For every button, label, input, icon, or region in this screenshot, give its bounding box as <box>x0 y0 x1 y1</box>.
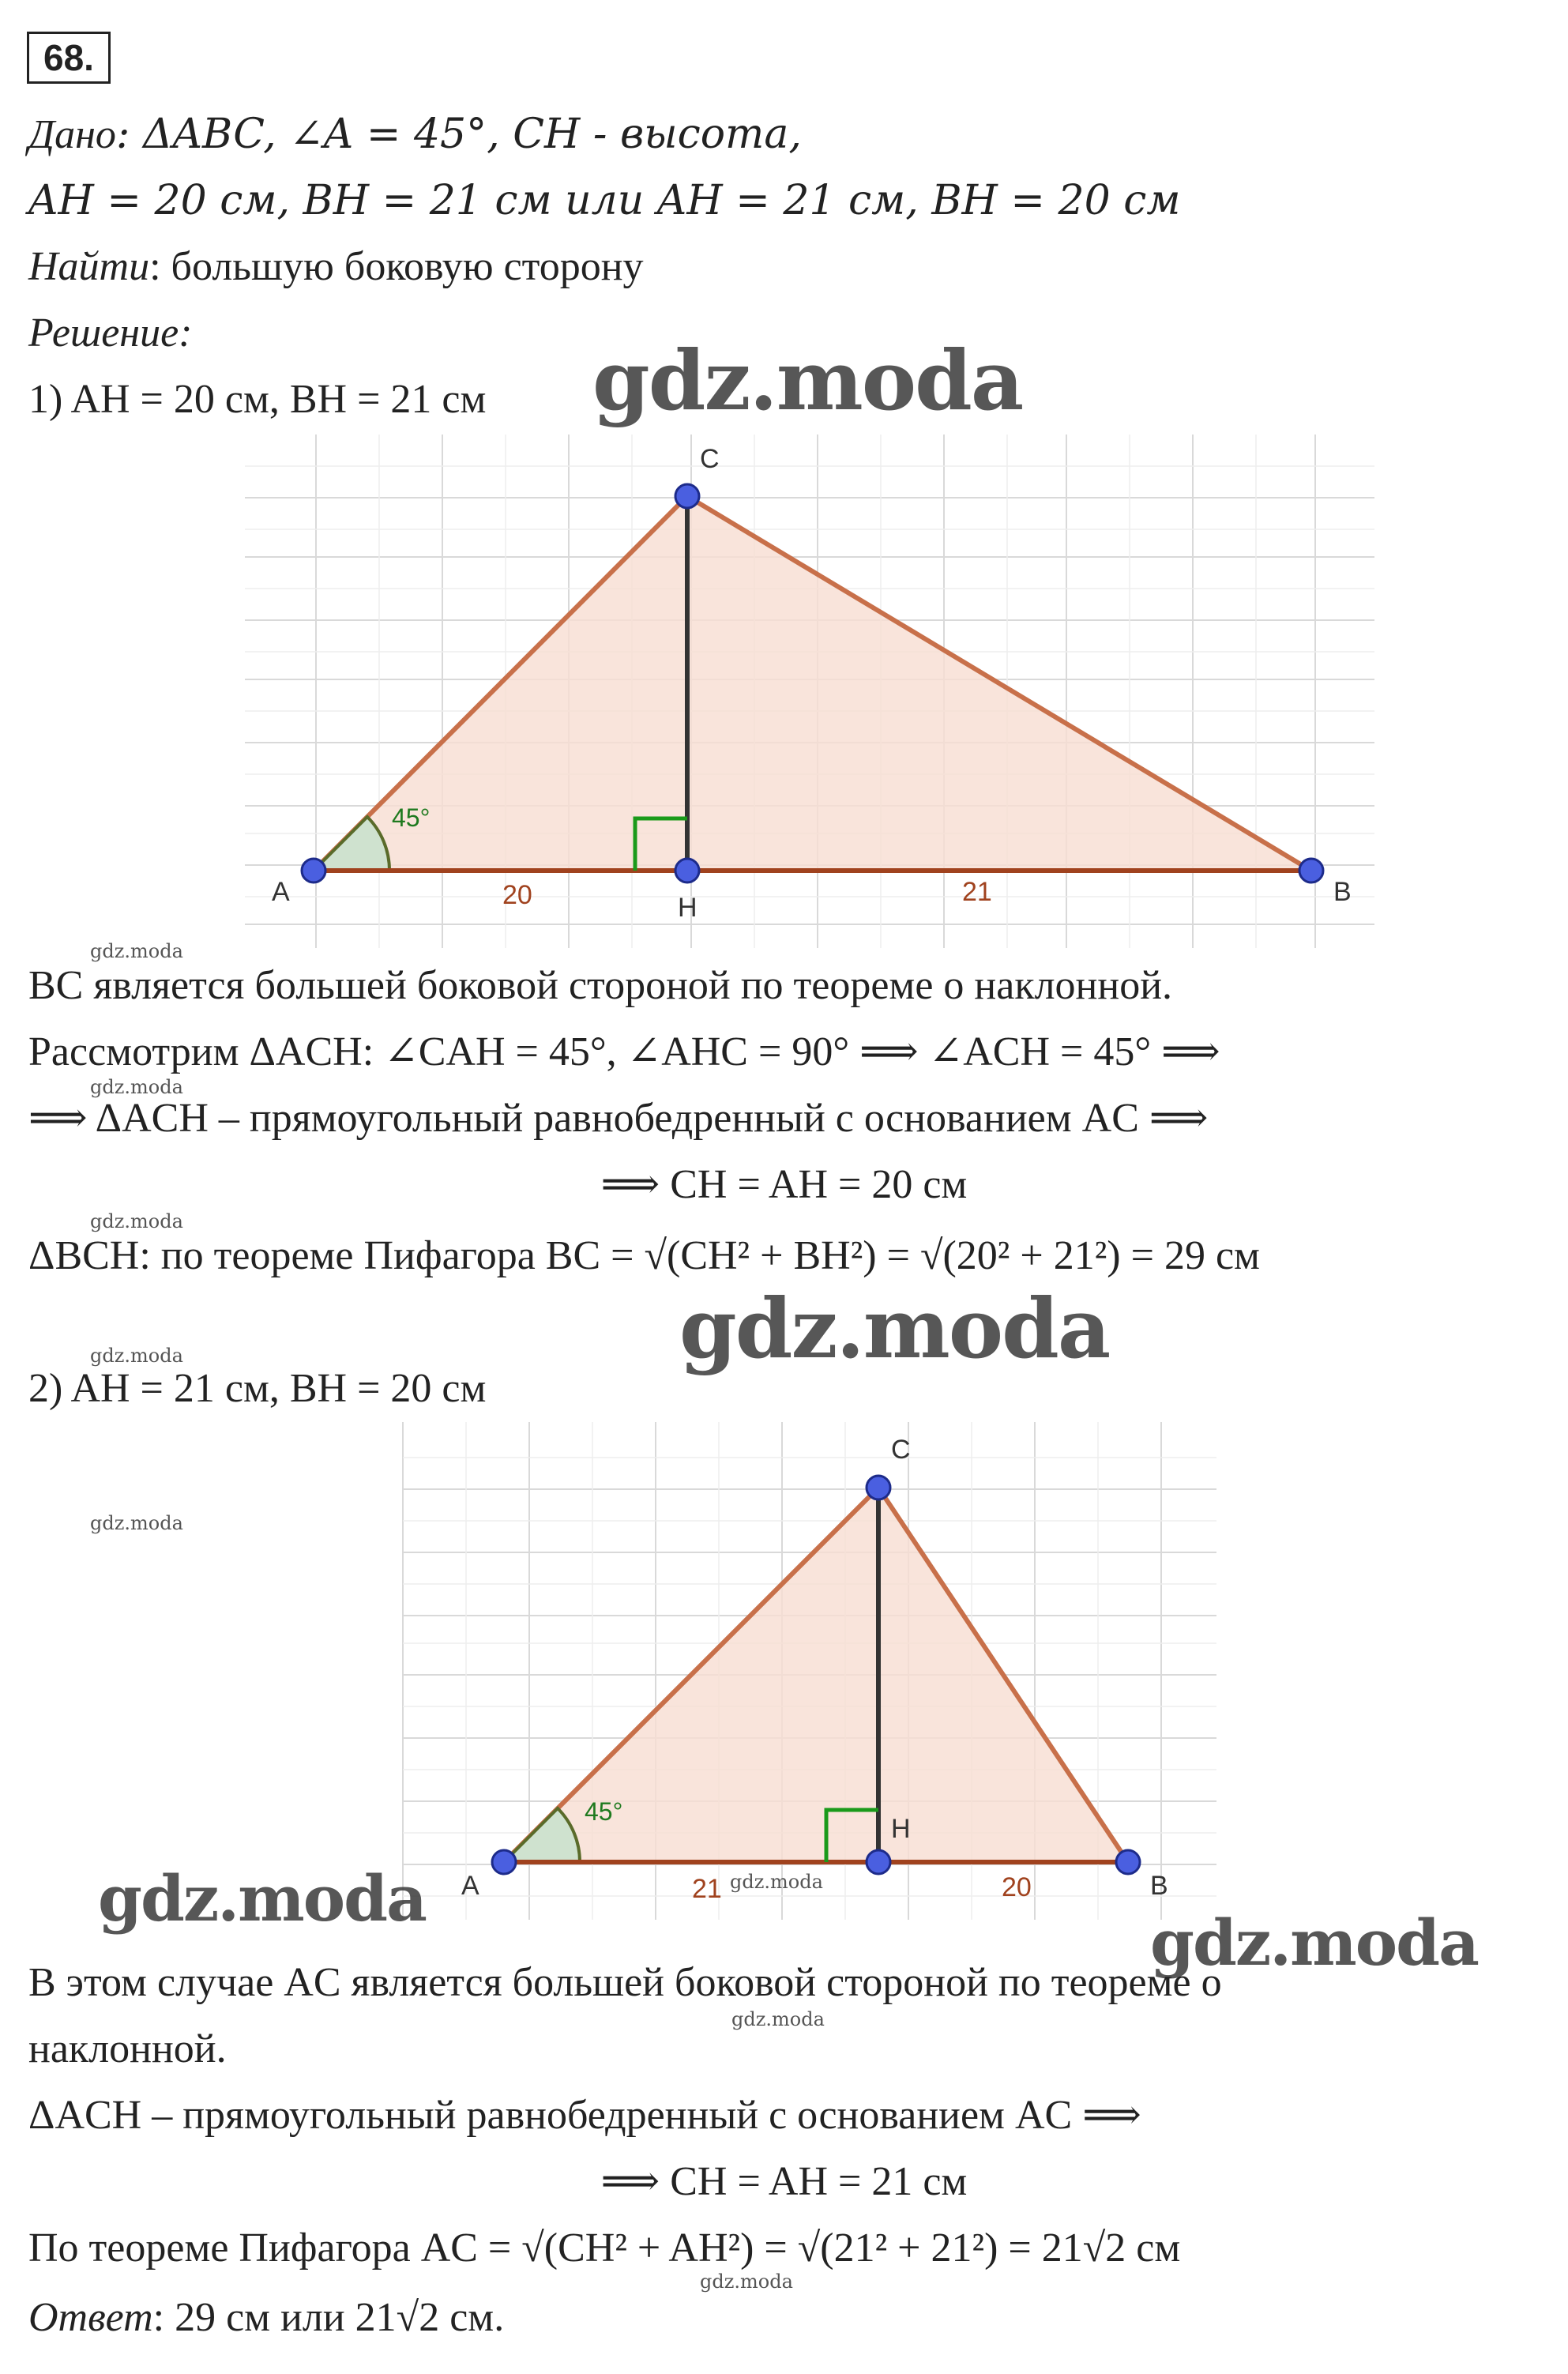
point-c <box>675 484 699 508</box>
answer-label: Ответ <box>28 2295 153 2340</box>
label-h: H <box>891 1814 911 1844</box>
side-ah-label: 21 <box>692 1874 722 1904</box>
watermark-large: gdz.moda <box>679 1280 1110 1377</box>
point-b <box>1116 1850 1140 1874</box>
watermark-small: gdz.moda <box>90 940 183 962</box>
case2-line-5: По теореме Пифагора AC = √(CH² + AH²) = √(21² + 21²) = 21√2 см <box>28 2225 1181 2271</box>
case2-line-2: наклонной. <box>28 2026 227 2071</box>
problem-number: 68. <box>27 32 111 84</box>
label-a: A <box>272 877 290 907</box>
case1-line-3: ⟹ ΔACH – прямоугольный равнобедренный с основанием AC ⟹ <box>28 1096 1209 1141</box>
triangle-abc <box>314 496 1311 871</box>
watermark-large: gdz.moda <box>592 332 1023 429</box>
find-line <box>28 243 644 291</box>
given-text: : ΔABC, ∠A = 45°, CH - высота, <box>115 111 802 158</box>
case1-line-4: ⟹ CH = AH = 20 см <box>600 1162 968 1207</box>
watermark-small: gdz.moda <box>90 1076 183 1098</box>
watermark-small: gdz.moda <box>90 1210 183 1232</box>
angle-label: 45° <box>392 803 431 832</box>
case2-line-4: ⟹ CH = AH = 21 см <box>600 2159 968 2204</box>
given-line <box>28 111 802 159</box>
case1-line-2: Рассмотрим ΔACH: ∠CAH = 45°, ∠AHC = 90° ⟹ ∠ACH = 45° ⟹ <box>28 1029 1220 1074</box>
given-label: Дано <box>28 112 116 157</box>
case2-line-1: В этом случае AC является большей боковой стороной по теореме о <box>28 1960 1222 2005</box>
watermark-small: gdz.moda <box>90 1512 183 1534</box>
side-ah-label: 20 <box>502 880 532 910</box>
given-values: AH = 20 см, BH = 21 см или AH = 21 см, BH = 20 см <box>28 177 1181 224</box>
case2-heading: 2) AH = 21 см, BH = 20 см <box>28 1366 487 1411</box>
label-c: C <box>891 1435 911 1465</box>
watermark-small: gdz.moda <box>700 2271 793 2293</box>
find-label: Найти <box>28 244 150 289</box>
point-h <box>675 859 699 882</box>
watermark-large: gdz.moda <box>1150 1906 1478 1980</box>
case1-line-1: BC является большей боковой стороной по теореме о наклонной. <box>28 963 1173 1008</box>
label-a: A <box>461 1871 479 1901</box>
find-text: : большую боковую сторону <box>149 244 644 289</box>
answer-text: : 29 см или 21√2 см. <box>152 2295 505 2340</box>
point-a <box>492 1850 516 1874</box>
label-h: H <box>678 893 698 923</box>
figure-case2 <box>395 1414 1232 1936</box>
case1-heading: 1) AH = 20 см, BH = 21 см <box>28 377 487 422</box>
side-hb-label: 20 <box>1002 1872 1032 1902</box>
point-h <box>867 1850 890 1874</box>
figure-case1 <box>237 427 1390 964</box>
answer-line <box>28 2294 504 2342</box>
point-c <box>867 1476 890 1499</box>
point-a <box>302 859 325 882</box>
case2-line-3: ΔACH – прямоугольный равнобедренный с основанием AC ⟹ <box>28 2093 1141 2138</box>
label-c: C <box>700 444 720 474</box>
case1-line-5: ΔBCH: по теореме Пифагора BC = √(CH² + BH²) = √(20² + 21²) = 29 см <box>28 1233 1260 1278</box>
watermark-large: gdz.moda <box>98 1861 426 1936</box>
side-hb-label: 21 <box>962 877 992 907</box>
solution-label: Решение: <box>28 310 193 356</box>
label-b: B <box>1333 877 1352 907</box>
watermark-small: gdz.moda <box>730 1871 823 1893</box>
watermark-small: gdz.moda <box>90 1345 183 1367</box>
angle-label: 45° <box>585 1797 623 1826</box>
label-b: B <box>1150 1871 1168 1901</box>
watermark-small: gdz.moda <box>731 2008 825 2030</box>
point-b <box>1299 859 1323 882</box>
